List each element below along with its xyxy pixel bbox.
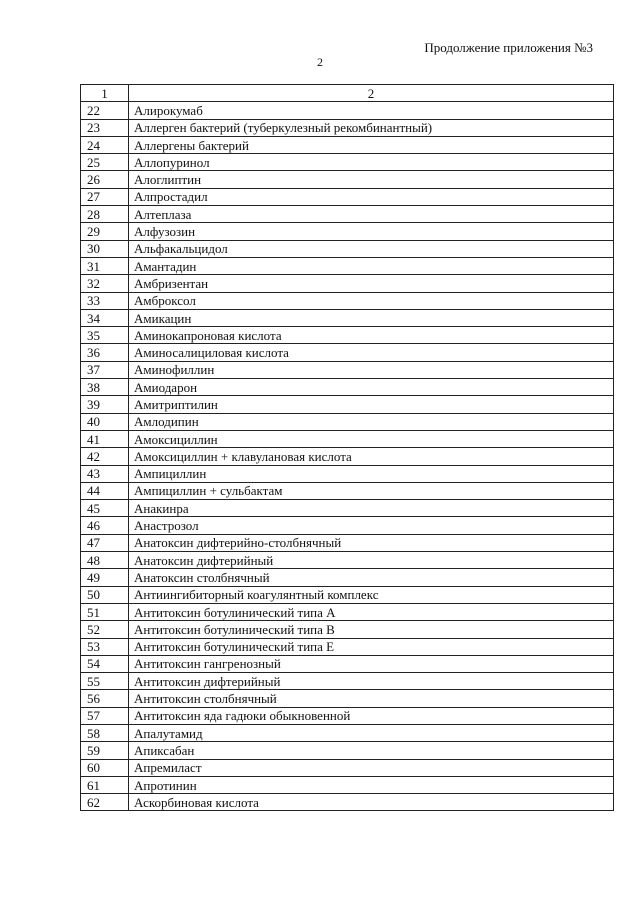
drug-name: Аминокапроновая кислота — [129, 327, 614, 344]
drug-name: Анатоксин дифтерийно-столбнячный — [129, 534, 614, 551]
row-number: 36 — [81, 344, 129, 361]
row-number: 62 — [81, 794, 129, 811]
table-row — [81, 448, 614, 465]
table-row — [81, 534, 614, 551]
table-row — [81, 275, 614, 292]
table-row — [81, 292, 614, 309]
drug-name: Амитриптилин — [129, 396, 614, 413]
row-number: 27 — [81, 188, 129, 205]
drug-name: Амиодарон — [129, 379, 614, 396]
drug-name: Аллергены бактерий — [129, 136, 614, 153]
drug-name: Амбризентан — [129, 275, 614, 292]
row-number: 37 — [81, 361, 129, 378]
row-number: 43 — [81, 465, 129, 482]
table-row — [81, 327, 614, 344]
row-number: 32 — [81, 275, 129, 292]
header-note: Продолжение приложения №3 — [424, 40, 593, 55]
table-row — [81, 136, 614, 153]
row-number: 55 — [81, 673, 129, 690]
table-row — [81, 413, 614, 430]
row-number: 30 — [81, 240, 129, 257]
row-number: 61 — [81, 776, 129, 793]
drug-name: Анастрозол — [129, 517, 614, 534]
table-row — [81, 638, 614, 655]
drug-table — [80, 84, 614, 811]
row-number: 40 — [81, 413, 129, 430]
table-row — [81, 690, 614, 707]
table-row — [81, 569, 614, 586]
drug-name: Антитоксин ботулинический типа А — [129, 603, 614, 620]
row-number: 46 — [81, 517, 129, 534]
drug-name: Аллерген бактерий (туберкулезный рекомбинантный) — [129, 119, 614, 136]
drug-name: Алпростадил — [129, 188, 614, 205]
drug-name: Аминофиллин — [129, 361, 614, 378]
drug-name: Амантадин — [129, 257, 614, 274]
row-number: 53 — [81, 638, 129, 655]
row-number: 22 — [81, 102, 129, 119]
table-row — [81, 742, 614, 759]
row-number: 42 — [81, 448, 129, 465]
drug-name: Антитоксин яда гадюки обыкновенной — [129, 707, 614, 724]
row-number: 34 — [81, 309, 129, 326]
table-row — [81, 776, 614, 793]
row-number: 24 — [81, 136, 129, 153]
row-number: 48 — [81, 552, 129, 569]
table-row — [81, 188, 614, 205]
row-number: 45 — [81, 500, 129, 517]
table-row — [81, 482, 614, 499]
row-number: 51 — [81, 603, 129, 620]
column-header-2: 2 — [129, 85, 614, 102]
table-row — [81, 655, 614, 672]
drug-name: Антитоксин ботулинический типа В — [129, 621, 614, 638]
row-number: 25 — [81, 154, 129, 171]
table-row — [81, 344, 614, 361]
drug-name: Антитоксин дифтерийный — [129, 673, 614, 690]
table-row — [81, 794, 614, 811]
drug-name: Антиингибиторный коагулянтный комплекс — [129, 586, 614, 603]
table-row — [81, 430, 614, 447]
drug-name: Алирокумаб — [129, 102, 614, 119]
table-row — [81, 309, 614, 326]
drug-name: Апремиласт — [129, 759, 614, 776]
drug-name: Амлодипин — [129, 413, 614, 430]
table-header-row — [81, 85, 614, 102]
drug-name: Антитоксин столбнячный — [129, 690, 614, 707]
row-number: 60 — [81, 759, 129, 776]
table-row — [81, 119, 614, 136]
drug-name: Альфакальцидол — [129, 240, 614, 257]
page-number: 2 — [317, 55, 323, 69]
drug-name: Анатоксин столбнячный — [129, 569, 614, 586]
drug-name: Амброксол — [129, 292, 614, 309]
row-number: 29 — [81, 223, 129, 240]
row-number: 38 — [81, 379, 129, 396]
table-row — [81, 552, 614, 569]
table-row — [81, 154, 614, 171]
table-row — [81, 240, 614, 257]
table-row — [81, 724, 614, 741]
row-number: 26 — [81, 171, 129, 188]
row-number: 49 — [81, 569, 129, 586]
drug-name: Алфузозин — [129, 223, 614, 240]
table-row — [81, 396, 614, 413]
drug-name: Ампициллин — [129, 465, 614, 482]
drug-name: Апротинин — [129, 776, 614, 793]
table-row — [81, 102, 614, 119]
drug-name: Анатоксин дифтерийный — [129, 552, 614, 569]
row-number: 28 — [81, 206, 129, 223]
table-row — [81, 500, 614, 517]
drug-name: Антитоксин ботулинический типа Е — [129, 638, 614, 655]
row-number: 41 — [81, 430, 129, 447]
drug-name: Антитоксин гангренозный — [129, 655, 614, 672]
row-number: 59 — [81, 742, 129, 759]
table-row — [81, 223, 614, 240]
table-row — [81, 621, 614, 638]
row-number: 50 — [81, 586, 129, 603]
drug-name: Аминосалициловая кислота — [129, 344, 614, 361]
table-row — [81, 379, 614, 396]
row-number: 56 — [81, 690, 129, 707]
drug-name: Амоксициллин — [129, 430, 614, 447]
table-row — [81, 257, 614, 274]
drug-name: Алтеплаза — [129, 206, 614, 223]
row-number: 31 — [81, 257, 129, 274]
row-number: 39 — [81, 396, 129, 413]
drug-name: Амоксициллин + клавулановая кислота — [129, 448, 614, 465]
row-number: 35 — [81, 327, 129, 344]
table-row — [81, 465, 614, 482]
drug-name: Ампициллин + сульбактам — [129, 482, 614, 499]
row-number: 33 — [81, 292, 129, 309]
table-row — [81, 759, 614, 776]
drug-name: Аскорбиновая кислота — [129, 794, 614, 811]
table-row — [81, 517, 614, 534]
column-header-1: 1 — [81, 85, 129, 102]
row-number: 44 — [81, 482, 129, 499]
drug-name: Апиксабан — [129, 742, 614, 759]
drug-name: Алоглиптин — [129, 171, 614, 188]
table-row — [81, 673, 614, 690]
drug-name: Анакинра — [129, 500, 614, 517]
row-number: 58 — [81, 724, 129, 741]
row-number: 57 — [81, 707, 129, 724]
drug-name: Аллопуринол — [129, 154, 614, 171]
table-row — [81, 171, 614, 188]
row-number: 23 — [81, 119, 129, 136]
row-number: 54 — [81, 655, 129, 672]
drug-name: Амикацин — [129, 309, 614, 326]
table-row — [81, 361, 614, 378]
row-number: 52 — [81, 621, 129, 638]
row-number: 47 — [81, 534, 129, 551]
drug-name: Апалутамид — [129, 724, 614, 741]
table-row — [81, 707, 614, 724]
table-row — [81, 206, 614, 223]
table-row — [81, 603, 614, 620]
table-row — [81, 586, 614, 603]
